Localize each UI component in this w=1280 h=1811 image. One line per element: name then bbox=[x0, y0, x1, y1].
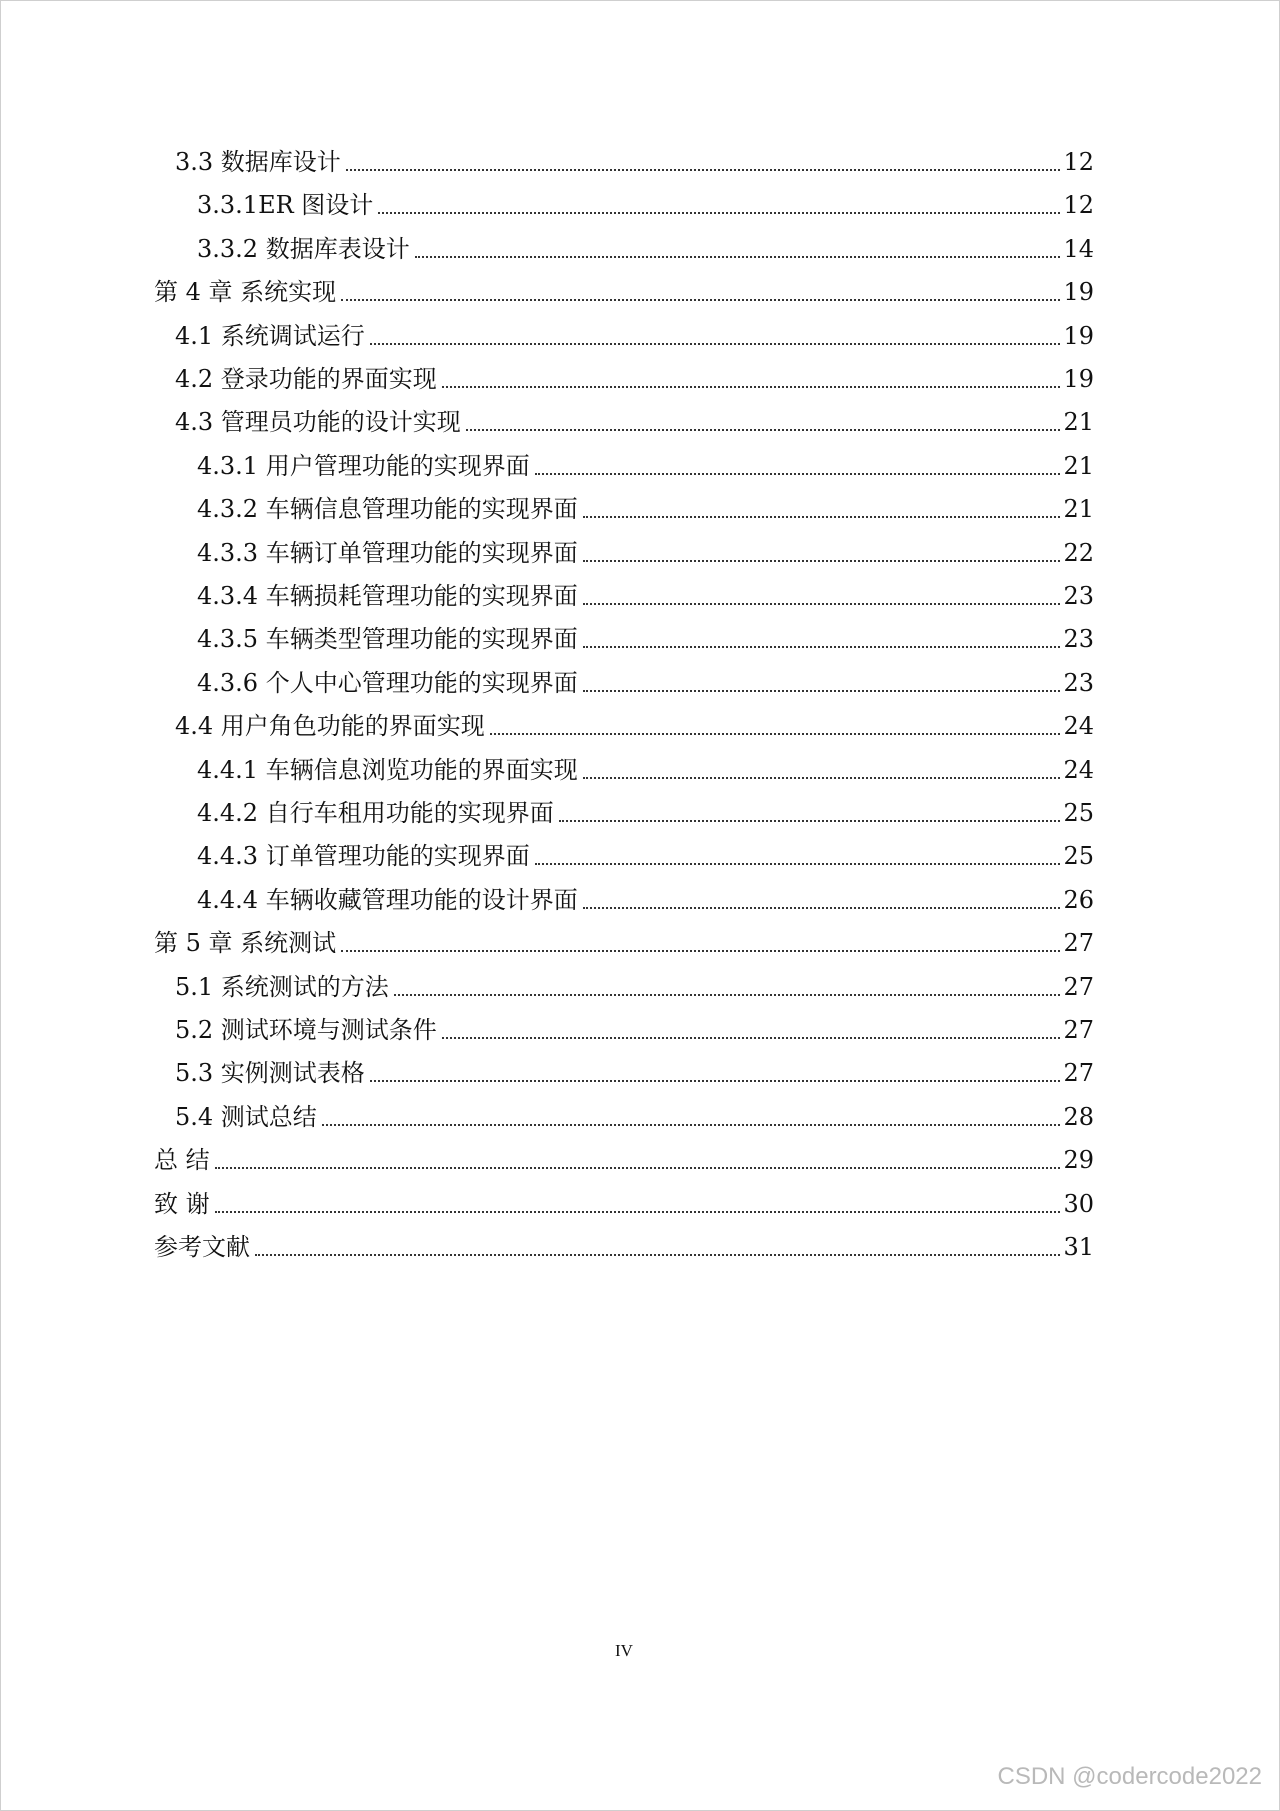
toc-entry[interactable] bbox=[154, 1141, 1094, 1175]
toc-dot-leader bbox=[442, 386, 1061, 388]
toc-entry-title: 5.2 测试环境与测试条件 bbox=[175, 1016, 437, 1044]
toc-entry[interactable] bbox=[154, 924, 1094, 958]
toc-entry-page-number: 24 bbox=[1063, 712, 1094, 740]
toc-entry-title: 5.4 测试总结 bbox=[175, 1103, 317, 1131]
toc-entry-page-number: 19 bbox=[1063, 322, 1094, 350]
toc-entry-page-number: 21 bbox=[1063, 452, 1094, 480]
toc-entry-page-number: 23 bbox=[1063, 582, 1094, 610]
toc-dot-leader bbox=[535, 863, 1061, 865]
toc-entry-title: 4.2 登录功能的界面实现 bbox=[175, 365, 437, 393]
toc-dot-leader bbox=[583, 560, 1061, 562]
toc-entry-page-number: 25 bbox=[1063, 799, 1094, 827]
toc-dot-leader bbox=[583, 777, 1061, 779]
toc-entry-page-number: 19 bbox=[1063, 278, 1094, 306]
toc-entry[interactable] bbox=[175, 1098, 1094, 1132]
toc-entry[interactable] bbox=[175, 360, 1094, 394]
toc-dot-leader bbox=[415, 256, 1061, 258]
toc-entry[interactable] bbox=[197, 230, 1094, 264]
toc-dot-leader bbox=[442, 1037, 1061, 1039]
toc-dot-leader bbox=[215, 1167, 1061, 1169]
toc-entry[interactable] bbox=[197, 490, 1094, 524]
watermark: CSDN @codercode2022 bbox=[997, 1763, 1262, 1790]
toc-entry-page-number: 19 bbox=[1063, 365, 1094, 393]
toc-dot-leader bbox=[535, 473, 1061, 475]
toc-dot-leader bbox=[490, 733, 1061, 735]
toc-dot-leader bbox=[370, 1080, 1061, 1082]
toc-dot-leader bbox=[341, 950, 1060, 952]
toc-entry[interactable] bbox=[175, 1054, 1094, 1088]
toc-entry-title: 参考文献 bbox=[154, 1233, 250, 1261]
toc-entry-title: 总 结 bbox=[154, 1146, 210, 1174]
toc-entry-page-number: 27 bbox=[1063, 973, 1094, 1001]
toc-entry-page-number: 25 bbox=[1063, 842, 1094, 870]
toc-entry[interactable] bbox=[197, 794, 1094, 828]
toc-entry-title: 4.1 系统调试运行 bbox=[175, 322, 365, 350]
toc-entry[interactable] bbox=[197, 447, 1094, 481]
toc-entry-title: 4.4.2 自行车租用功能的实现界面 bbox=[197, 799, 554, 827]
toc-entry[interactable] bbox=[197, 837, 1094, 871]
toc-entry-page-number: 27 bbox=[1063, 929, 1094, 957]
toc-entry-title: 4.3 管理员功能的设计实现 bbox=[175, 408, 461, 436]
toc-entry-title: 4.3.1 用户管理功能的实现界面 bbox=[197, 452, 530, 480]
toc-dot-leader bbox=[370, 343, 1061, 345]
toc-entry-page-number: 27 bbox=[1063, 1016, 1094, 1044]
toc-entry[interactable] bbox=[154, 1228, 1094, 1262]
toc-entry-title: 5.3 实例测试表格 bbox=[175, 1059, 365, 1087]
toc-dot-leader bbox=[341, 299, 1060, 301]
toc-dot-leader bbox=[466, 429, 1061, 431]
toc-entry-title: 第 5 章 系统测试 bbox=[154, 929, 337, 957]
toc-entry[interactable] bbox=[197, 751, 1094, 785]
toc-dot-leader bbox=[215, 1211, 1061, 1213]
toc-entry[interactable] bbox=[197, 186, 1094, 220]
toc-entry[interactable] bbox=[175, 317, 1094, 351]
toc-entry[interactable] bbox=[197, 881, 1094, 915]
toc-entry-page-number: 28 bbox=[1063, 1103, 1094, 1131]
toc-entry[interactable] bbox=[197, 577, 1094, 611]
toc-dot-leader bbox=[346, 169, 1061, 171]
toc-entry-page-number: 23 bbox=[1063, 669, 1094, 697]
toc-dot-leader bbox=[394, 994, 1061, 996]
toc-entry[interactable] bbox=[197, 664, 1094, 698]
toc-entry-page-number: 29 bbox=[1063, 1146, 1094, 1174]
page-number: IV bbox=[615, 1641, 633, 1660]
toc-dot-leader bbox=[583, 907, 1061, 909]
toc-entry-page-number: 30 bbox=[1063, 1190, 1094, 1218]
toc-entry-title: 4.3.2 车辆信息管理功能的实现界面 bbox=[197, 495, 578, 523]
toc-entry-title: 3.3.2 数据库表设计 bbox=[197, 235, 410, 263]
toc-entry-page-number: 12 bbox=[1063, 191, 1094, 219]
toc-dot-leader bbox=[583, 603, 1061, 605]
toc-entry-title: 3.3.1ER 图设计 bbox=[197, 191, 374, 219]
toc-entry-title: 4.4 用户角色功能的界面实现 bbox=[175, 712, 485, 740]
toc-entry-page-number: 14 bbox=[1063, 235, 1094, 263]
toc-entry-title: 4.4.3 订单管理功能的实现界面 bbox=[197, 842, 530, 870]
toc-entry-page-number: 12 bbox=[1063, 148, 1094, 176]
toc-entry[interactable] bbox=[175, 707, 1094, 741]
toc-entry-title: 4.3.3 车辆订单管理功能的实现界面 bbox=[197, 539, 578, 567]
toc-entry-title: 4.4.1 车辆信息浏览功能的界面实现 bbox=[197, 756, 578, 784]
toc-entry-title: 4.3.6 个人中心管理功能的实现界面 bbox=[197, 669, 578, 697]
toc-dot-leader bbox=[583, 690, 1061, 692]
toc-entry[interactable] bbox=[175, 968, 1094, 1002]
toc-entry-title: 4.3.4 车辆损耗管理功能的实现界面 bbox=[197, 582, 578, 610]
toc-dot-leader bbox=[559, 820, 1061, 822]
toc-dot-leader bbox=[583, 516, 1061, 518]
toc-dot-leader bbox=[378, 212, 1060, 214]
toc-entry-title: 3.3 数据库设计 bbox=[175, 148, 341, 176]
toc-entry-page-number: 31 bbox=[1063, 1233, 1094, 1261]
toc-entry-page-number: 27 bbox=[1063, 1059, 1094, 1087]
toc-entry[interactable] bbox=[175, 1011, 1094, 1045]
toc-entry-title: 4.3.5 车辆类型管理功能的实现界面 bbox=[197, 625, 578, 653]
toc-entry-title: 致 谢 bbox=[154, 1190, 210, 1218]
toc-entry-page-number: 24 bbox=[1063, 756, 1094, 784]
toc-entry[interactable] bbox=[197, 534, 1094, 568]
toc-entry[interactable] bbox=[197, 620, 1094, 654]
toc-dot-leader bbox=[255, 1254, 1060, 1256]
toc-entry-page-number: 21 bbox=[1063, 495, 1094, 523]
toc-entry[interactable] bbox=[175, 403, 1094, 437]
toc-entry-title: 4.4.4 车辆收藏管理功能的设计界面 bbox=[197, 886, 578, 914]
toc-entry[interactable] bbox=[175, 143, 1094, 177]
toc-dot-leader bbox=[322, 1124, 1061, 1126]
toc-entry-page-number: 26 bbox=[1063, 886, 1094, 914]
toc-entry-page-number: 23 bbox=[1063, 625, 1094, 653]
toc-entry-title: 5.1 系统测试的方法 bbox=[175, 973, 389, 1001]
toc-dot-leader bbox=[583, 646, 1061, 648]
toc-entry-page-number: 21 bbox=[1063, 408, 1094, 436]
toc-entry[interactable] bbox=[154, 1185, 1094, 1219]
toc-entry[interactable] bbox=[154, 273, 1094, 307]
toc-entry-page-number: 22 bbox=[1063, 539, 1094, 567]
toc-entry-title: 第 4 章 系统实现 bbox=[154, 278, 337, 306]
